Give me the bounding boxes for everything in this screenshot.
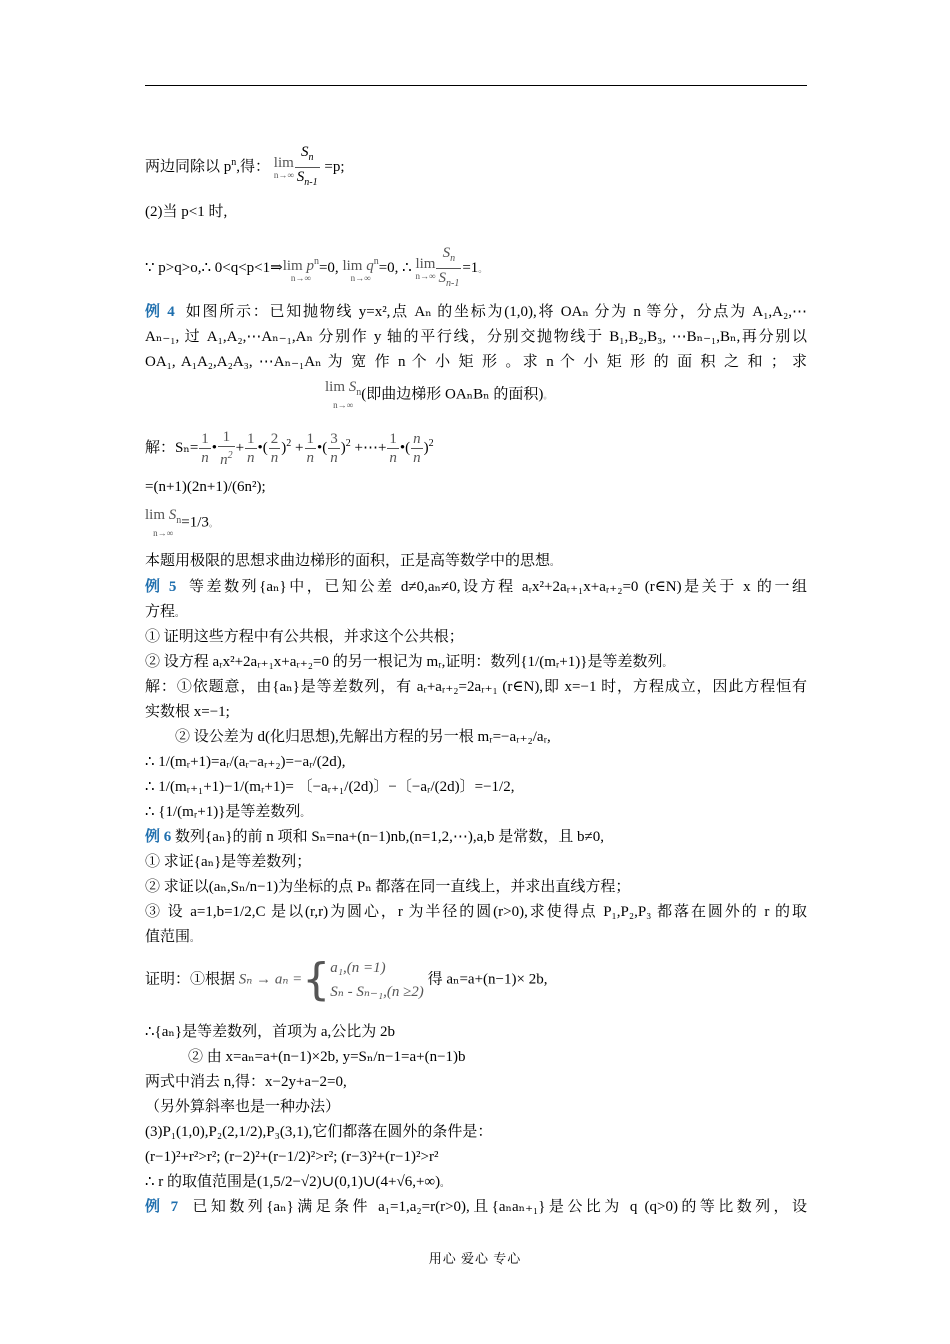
example-5-s5: ∴ 1/(mᵣ₊₁+1)−1/(mᵣ+1)= 〔−aᵣ₊₁/(2d)〕−〔−aᵣ/(2d)〕=−1/2, xyxy=(145,779,515,795)
limit-symbol: lim n→∞ xyxy=(273,154,294,180)
case-p-lt-1: (2)当 p<1 时, xyxy=(145,204,228,220)
example-6-line1: 例 6 数列{aₙ}的前 n 项和 Sₙ=na+(n−1)nb,(n=1,2,⋯),a,b 是常数，且 b≠0, xyxy=(145,829,605,845)
example-5-q2: ② 设方程 aᵣx²+2aᵣ₊₁x+aᵣ₊₂=0 的另一根记为 mᵣ,证明：数列{1/(mᵣ+1)}是等差数列。 xyxy=(145,654,672,670)
example-6-p3: ② 由 x=aₙ=a+(n−1)×2b, y=Sₙ/n−1=a+(n−1)b xyxy=(188,1049,466,1065)
line-limits: ∵ p>q>o,∴ 0<q<p<1⇒ $\lim p^n$ n→∞ =0, $\lim q^n$ n→∞ =0, ∴ lim n→∞ $\frac{S_n}{S_{n-1}}$ =1。 xyxy=(145,245,488,289)
header-rule xyxy=(145,85,807,86)
solution-4-closed-form: =(n+1)(2n+1)/(6n²); xyxy=(145,479,266,495)
example-4-line3: OA₁, A₁A₂,A₂A₃, ⋯Aₙ₋₁Aₙ 为 宽 作 n 个 小 矩 形 。求 n 个 小 矩 形 的 面 积 之 和 ； 求 xyxy=(145,354,807,370)
example-5-line1: 例 5 等差数列{aₙ}中，已知公差 d≠0,aₙ≠0,设方程 aᵣx²+2aᵣ₊₁x+aᵣ₊₂=0 (r∈N)是关于 x 的一组 xyxy=(145,579,808,595)
solution-4-limit: $\lim S_n$ n→∞ =1/3。 xyxy=(145,507,218,538)
fraction-sn-sn1: $\frac{S_n}{S_{n-1}}$ xyxy=(296,144,318,188)
example-6-proof-start: 证明：①根据 Sₙ → aₙ ={ a₁,(n =1) Sₙ - Sₙ₋₁,(n ≥2) 得 aₙ=a+(n−1)× 2b, xyxy=(145,954,548,1005)
example-5-s4: ∴ 1/(mᵣ+1)=aᵣ/(aᵣ−aᵣ₊₂)=−aᵣ/(2d), xyxy=(145,754,346,770)
example-5-s3: ② 设公差为 d(化归思想),先解出方程的另一根 mᵣ=−aᵣ₊₂/aᵣ, xyxy=(175,729,551,745)
example-6-p2: ∴{aₙ}是等差数列，首项为 a,公比为 2b xyxy=(145,1024,395,1040)
example-4-line1: 例 4 如图所示：已知抛物线 y=x²,点 Aₙ 的坐标为(1,0),将 OAₙ 分为 n 等分，分点为 A₁,A₂,⋯ xyxy=(145,304,807,320)
example-5-line2: 方程。 xyxy=(145,604,185,620)
solution-4-note: 本题用极限的思想求曲边梯形的面积，正是高等数学中的思想。 xyxy=(145,553,560,569)
example-6-q1: ① 求证{aₙ}是等差数列； xyxy=(145,854,312,870)
solution-4-sum: 解：Sₙ= $\frac{1}{n}$ • $\frac{1}{n^2}$ + $\frac{1}{n}$ •( $\frac{2}{n}$ )$^2$ + $\frac{1}{n}$ •( $\frac{3}{n}$ )$^2$ +⋯+ $\frac{1}{n}$ •( $\frac{n}{n}$ )$^2$ xyxy=(145,429,434,468)
example-5-s6: ∴ {1/(mᵣ+1)}是等差数列。 xyxy=(145,804,310,820)
example-5-s1: 解：①依题意，由{aₙ}是等差数列，有 aᵣ+aᵣ₊₂=2aᵣ₊₁ (r∈N),即 x=−1 时，方程成立，因此方程恒有 xyxy=(145,679,807,695)
line-divide-pn: 两边同除以 $p^n$,得： lim n→∞ $\frac{S_n}{S_{n-1}}$ =p; xyxy=(145,143,345,192)
example-6-p6: (3)P₁(1,0),P₂(2,1/2),P₃(3,1),它们都落在圆外的条件是： xyxy=(145,1124,493,1140)
example-5-q1: ① 证明这些方程中有公共根，并求这个公共根； xyxy=(145,629,464,645)
example-6-p5: （另外算斜率也是一种办法） xyxy=(145,1099,341,1115)
example-4-line2: Aₙ₋₁, 过 A₁,A₂,⋯Aₙ₋₁,Aₙ 分别作 y 轴的平行线，分别交抛物线于 B₁,B₂,B₃, ⋯Bₙ₋₁,Bₙ,再分别以 xyxy=(145,329,807,345)
brace-icon: { xyxy=(302,954,331,1005)
example-6-q2: ② 求证以(aₙ,Sₙ/n−1)为坐标的点 Pₙ 都落在同一直线上，并求出直线方程； xyxy=(145,879,631,895)
piecewise-cases: a₁,(n =1) Sₙ - Sₙ₋₁,(n ≥2) xyxy=(330,960,424,1000)
example-6-p8: ∴ r 的取值范围是(1,5/2−√2)∪(0,1)∪(4+√6,+∞)。 xyxy=(145,1174,450,1190)
example-6-q3: ③ 设 a=1,b=1/2,C 是以(r,r)为圆心，r 为半径的圆(r>0),求使得点 P₁,P₂,P₃ 都落在圆外的 r 的取 xyxy=(145,904,807,920)
example-7-line1: 例 7 已知数列{aₙ}满足条件 a₁=1,a₂=r(r>0),且{aₙaₙ₊₁}是公比为 q (q>0)的等比数列，设 xyxy=(145,1199,807,1215)
example-6-q3-cont: 值范围。 xyxy=(145,929,200,945)
page-footer: 用心 爱心 专心 xyxy=(428,1251,522,1266)
example-6-p4: 两式中消去 n,得：x−2y+a−2=0, xyxy=(145,1074,347,1090)
example-4-line4: $\lim S_n$ n→∞ (即曲边梯形 OAₙBₙ 的面积)。 xyxy=(325,379,553,410)
example-5-s2: 实数根 x=−1; xyxy=(145,704,230,720)
example-6-p7: (r−1)²+r²>r²; (r−2)²+(r−1/2)²>r²; (r−3)²+(r−1)²>r² xyxy=(145,1149,439,1165)
